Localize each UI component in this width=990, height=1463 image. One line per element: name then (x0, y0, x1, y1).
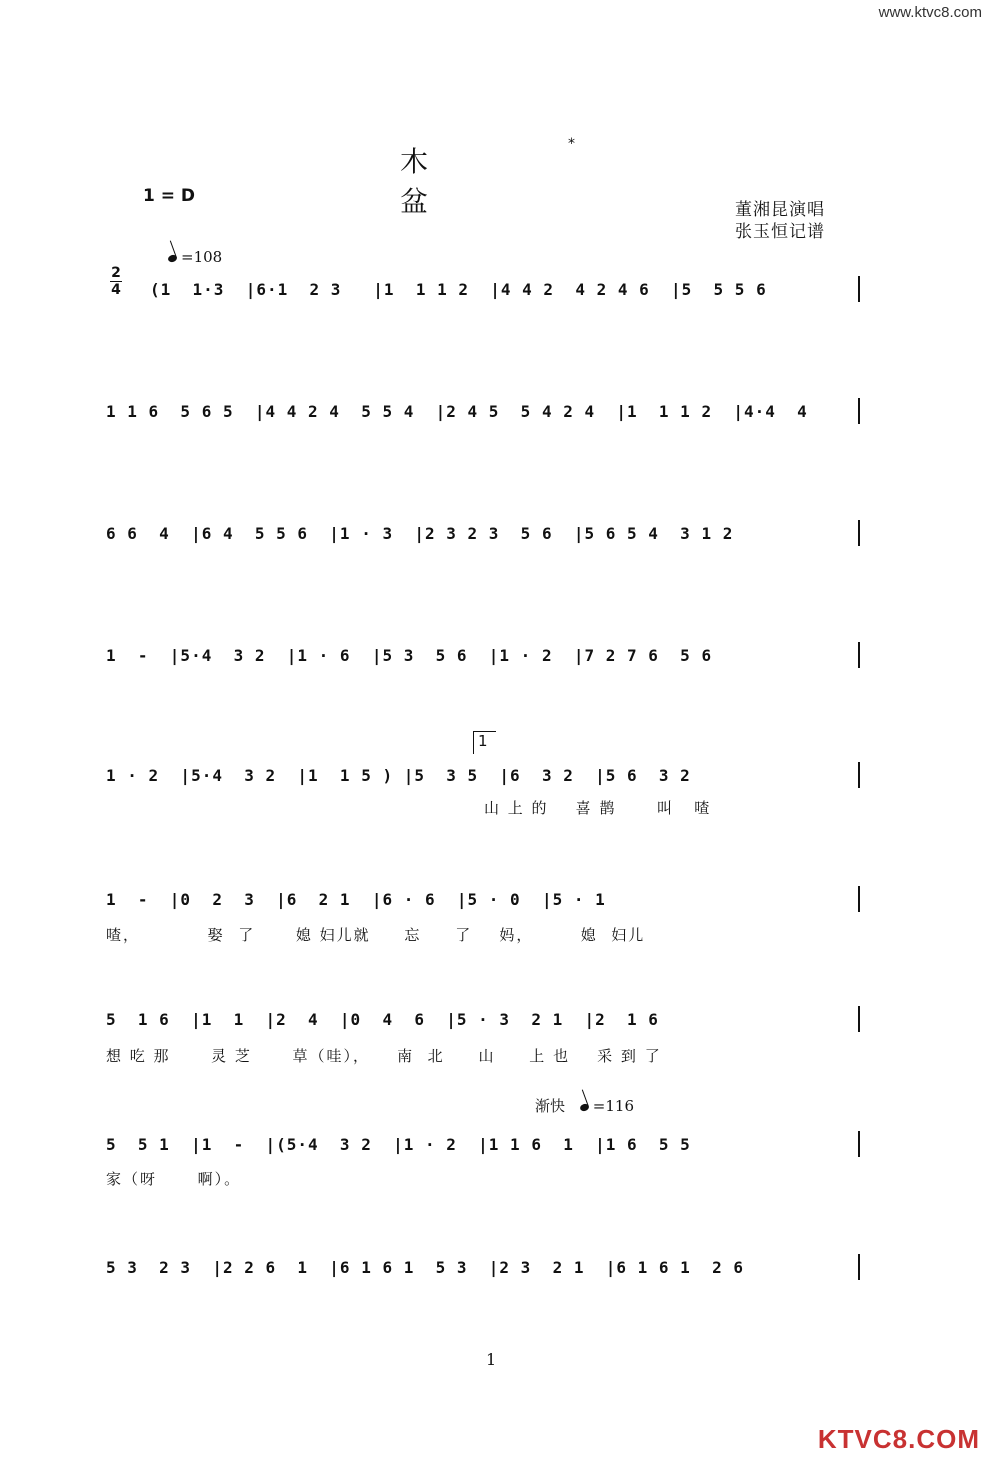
credit-singer: 董湘昆演唱 (735, 200, 825, 220)
song-title: 木盆 (400, 145, 525, 218)
tempo-value: =108 (181, 248, 223, 266)
key-signature: 1 = D (143, 186, 196, 206)
notation-line: (1 1·3 |6·1 2 3 |1 1 1 2 |4 4 2 4 2 4 6 |5 5 5 6 (150, 280, 767, 299)
barline (858, 520, 860, 546)
tempo-marking (168, 248, 222, 266)
lyric-line: 想 吃 那 灵 芝 草（哇）， 南 北 山 上 也 采 到 了 (106, 1047, 662, 1065)
barline (858, 1006, 860, 1032)
quarter-note-icon (579, 1103, 590, 1113)
barline (858, 1254, 860, 1280)
time-sig-bottom: 4 (111, 282, 121, 298)
time-signature (110, 265, 122, 298)
notation-line: 1 · 2 |5·4 3 2 |1 1 5 ) |5 3 5 |6 3 2 |5 6 3 2 (106, 766, 691, 785)
barline (858, 1131, 860, 1157)
notation-line: 1 - |0 2 3 |6 2 1 |6 · 6 |5 · 0 |5 · 1 (106, 890, 606, 909)
notation-line: 1 1 6 5 6 5 |4 4 2 4 5 5 4 |2 4 5 5 4 2 4 |1 1 1 2 |4·4 4 (106, 402, 808, 421)
watermark-logo: KTVC8.COM (817, 1424, 980, 1454)
lyric-line: 山 上 的 喜 鹊 叫 喳 (484, 799, 712, 817)
quarter-note-icon (167, 254, 178, 264)
lyric-line: 喳， 娶 了 媳 妇儿就 忘 了 妈， 媳 妇儿 (106, 926, 646, 944)
credit-transcriber: 张玉恒记谱 (735, 222, 825, 242)
barline (858, 762, 860, 788)
page-number: 1 (486, 1350, 497, 1369)
notation-line: 1 - |5·4 3 2 |1 · 6 |5 3 5 6 |1 · 2 |7 2 7 6 5 6 (106, 646, 713, 665)
tempo-change-marking (535, 1095, 634, 1116)
notation-line: 6 6 4 |6 4 5 5 6 |1 · 3 |2 3 2 3 5 6 |5 6 5 4 3 1 2 (106, 524, 734, 543)
notation-line: 5 3 2 3 |2 2 6 1 |6 1 6 1 5 3 |2 3 2 1 |6 1 6 1 2 6 (106, 1258, 744, 1277)
barline (858, 398, 860, 424)
barline (858, 886, 860, 912)
watermark-url: www.ktvc8.com (878, 4, 982, 21)
barline (858, 276, 860, 302)
tempo-value: =116 (592, 1097, 634, 1115)
tempo-change-label: 渐快 (535, 1097, 566, 1115)
notation-line: 5 5 1 |1 - |(5·4 3 2 |1 · 2 |1 1 6 1 |1 6 5 5 (106, 1135, 691, 1154)
volta-bracket: 1 (473, 731, 496, 754)
barline (858, 642, 860, 668)
lyric-line: 家（呀 啊）。 (106, 1170, 242, 1188)
notation-line: 5 1 6 |1 1 |2 4 |0 4 6 |5 · 3 2 1 |2 1 6 (106, 1010, 659, 1029)
time-sig-top: 2 (111, 265, 121, 281)
title-footnote-mark: * (568, 136, 575, 152)
